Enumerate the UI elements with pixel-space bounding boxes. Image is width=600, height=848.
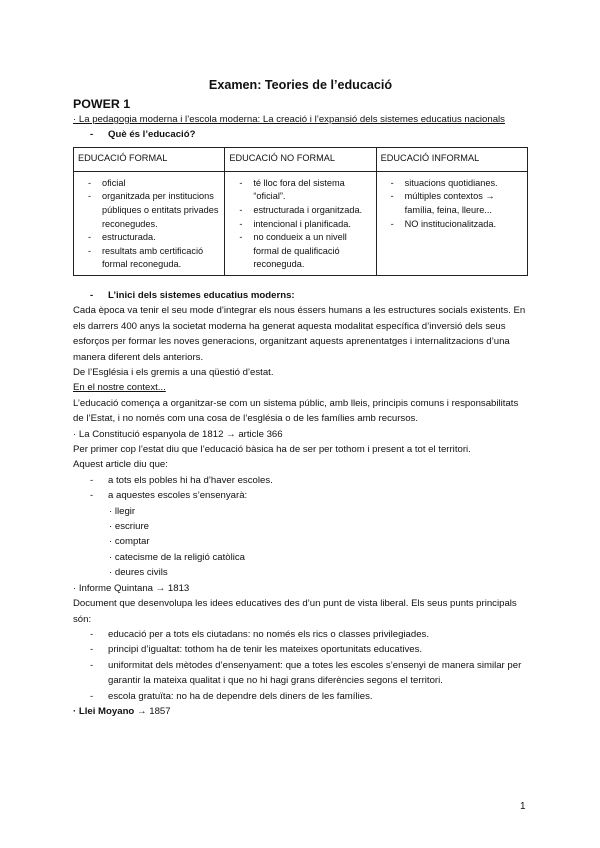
list-item: - escola gratuïta: no ha de dependre dels diners de les famílies. [73, 689, 528, 704]
list-item: - NO institucionalitzada. [381, 218, 523, 232]
subject-item: · escriure [109, 521, 149, 533]
constitution-line: · La Constitució espanyola de 1812 → article 366 [73, 428, 283, 440]
list-item: - intencional i planificada. [229, 218, 371, 232]
list-item: - educació per a tots els ciutadans: no només els rics o classes privilegiades. [73, 627, 528, 642]
list-item: - organitzada per institucions públiques o entitats privades reconegudes. [78, 190, 220, 231]
list-item: - múltiples contextos → família, feina, lleure... [381, 190, 523, 217]
page-number: 1 [520, 801, 526, 812]
section-subtitle: · La pedagogia moderna i l’escola moderna: La creació i l’expansió dels sistemes educatius nacionals [73, 114, 505, 125]
subject-item: · deures civils [109, 567, 168, 579]
question-heading: - Què és l’educació? [73, 127, 528, 142]
education-types-table [73, 147, 528, 276]
paragraph: Document que desenvolupa les idees educatives des d’un punt de vista liberal. Els seus punts principals són: [73, 598, 517, 625]
list-item: - estructurada i organitzada. [229, 204, 371, 218]
list-item: - a tots els pobles hi ha d’haver escoles. [73, 473, 528, 488]
list-item: - principi d’igualtat: tothom ha de tenir les mateixes oportunitats educatives. [73, 642, 528, 657]
paragraph: L’educació comença a organitzar-se com un sistema públic, amb lleis, principis comuns i responsabilitats de l’Estat, i no només com una cosa de l’església o de les famílies amb recursos. [73, 397, 519, 425]
table-cell-nonformal [225, 171, 376, 275]
table-cell-formal [74, 171, 225, 275]
moyano-line [73, 704, 528, 719]
list-item: - té lloc fora del sistema “oficial”. [229, 177, 371, 204]
document-body [73, 112, 528, 719]
context-heading: En el nostre context... [73, 382, 166, 394]
section-heading-modern-systems: - L’inici dels sistemes educatius moderns: [73, 288, 528, 303]
list-item: - situacions quotidianes. [381, 177, 523, 191]
table-header-nonformal: EDUCACIÓ NO FORMAL [225, 147, 376, 171]
paragraph: Per primer cop l’estat diu que l’educació bàsica ha de ser per tothom i present a tot el territori. [73, 444, 471, 456]
table-header-informal: EDUCACIÓ INFORMAL [376, 147, 527, 171]
moyano-year: → 1857 [136, 705, 171, 717]
list-item: - oficial [78, 177, 220, 191]
list-item: - a aquestes escoles s’ensenyarà: [73, 488, 528, 503]
list-item: - resultats amb certificació formal reconeguda. [78, 245, 220, 272]
table-cell-informal [376, 171, 527, 275]
paragraph: De l’Església i els gremis a una qüestió d’estat. [73, 367, 274, 378]
list-item: - uniformitat dels mètodes d’ensenyament: que a totes les escoles s’ensenyi de manera similar per garantir la mateixa qualitat i que no hi hagi grans diferències segons el territori. [73, 658, 528, 689]
section-heading: POWER 1 [73, 97, 131, 111]
paragraph: Cada època va tenir el seu mode d’integrar els nous éssers humans a les estructures socials existents. En els darrers 400 anys la societat moderna ha generat aquesta modalitat específica d’inversió dels seus esforços per formar les noves generacions, organitzant aquests aprenentatges i internalitzacions d’una manera diferent dels anteriors. [73, 305, 526, 363]
table-header-formal: EDUCACIÓ FORMAL [74, 147, 225, 171]
subject-item: · catecisme de la religió catòlica [109, 551, 245, 563]
list-item: - no condueix a un nivell formal de qualificació reconeguda. [229, 231, 371, 272]
subject-item: · comptar [109, 536, 150, 548]
document-title: Examen: Teories de l’educació [208, 78, 393, 92]
paragraph: Aquest article diu que: [73, 459, 168, 471]
moyano-label: · Llei Moyano [73, 705, 135, 717]
list-item: - estructurada. [78, 231, 220, 245]
quintana-line: · Informe Quintana → 1813 [73, 582, 190, 594]
subject-item: · llegir [109, 505, 136, 517]
